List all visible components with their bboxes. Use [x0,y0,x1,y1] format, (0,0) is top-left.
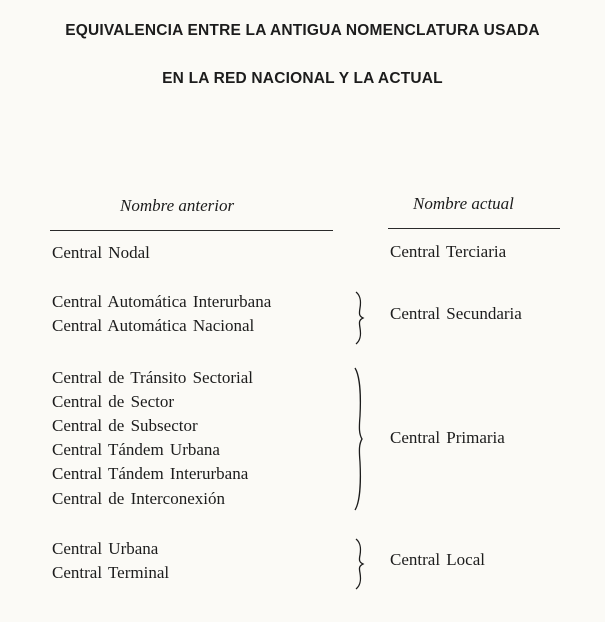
brace-icon [353,537,367,591]
previous-name: Central Urbana [52,539,159,558]
previous-name: Central Terminal [52,563,170,582]
current-name: Central Terciaria [390,242,507,261]
current-name: Central Local [390,550,485,569]
page-title: EQUIVALENCIA ENTRE LA ANTIGUA NOMENCLATURA USADA [65,22,540,39]
previous-name: Central de Interconexión [52,489,225,508]
previous-name: Central Tándem Interurbana [52,464,249,483]
previous-name: Central de Tránsito Sectorial [52,368,254,387]
header-rule-right [388,228,560,229]
column-header-previous: Nombre anterior [120,196,235,215]
current-name: Central Secundaria [390,304,522,323]
previous-name: Central Automática Interurbana [52,292,272,311]
brace-icon [353,290,367,346]
previous-name: Central Nodal [52,243,150,262]
previous-name: Central Automática Nacional [52,316,255,335]
previous-name: Central de Subsector [52,416,198,435]
column-header-current: Nombre actual [413,194,514,213]
header-rule-left [50,230,333,231]
previous-name: Central Tándem Urbana [52,440,220,459]
previous-name: Central de Sector [52,392,175,411]
page-subtitle: EN LA RED NACIONAL Y LA ACTUAL [162,70,443,87]
brace-icon [352,366,366,512]
current-name: Central Primaria [390,428,505,447]
